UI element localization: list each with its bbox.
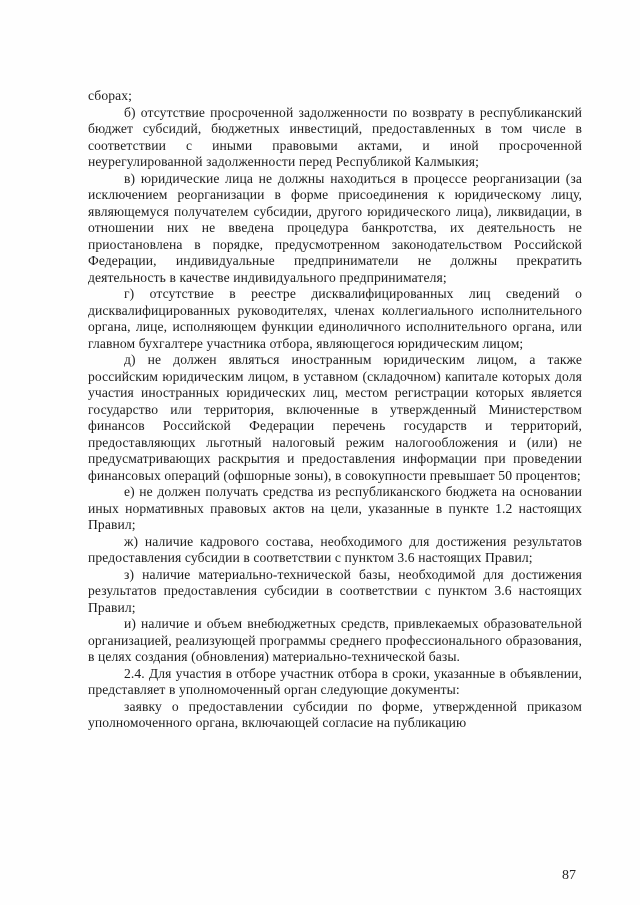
paragraph-application: заявку о предоставлении субсидии по форме, утвержденной приказом уполномоченного органа, включающей согласие на публикацию (88, 698, 582, 730)
paragraph-item-zh: ж) наличие кадрового состава, необходимого для достижения результатов предоставления субсидии в соответствии с пунктом 3.6 настоящих Правил; (88, 533, 582, 565)
paragraph-item-i: и) наличие и объем внебюджетных средств, привлекаемых образовательной организацией, реализующей программы среднего профессионального образования, в целях создания (обновления) материально-технической базы. (88, 616, 582, 664)
paragraph-item-g: г) отсутствие в реестре дисквалифицированных лиц сведений о дисквалифицированных руководителях, членах коллегиального исполнительного органа, лице, исполняющем функции единоличного исполнительного органа, или главном бухгалтере участника отбора, являющегося юридическим лицом; (88, 286, 582, 351)
body-text (88, 88, 582, 732)
page-number: 87 (562, 868, 576, 883)
paragraph-item-d: д) не должен являться иностранным юридическим лицом, а также российским юридическим лицом, в уставном (складочном) капитале которых доля участия иностранных юридических лиц, местом регистрации которых является государство или территория, включенные в утвержденный Министерством финансов Российской Федерации перечень государств и территорий, предоставляющих льготный налоговый режим налогообложения и (или) не предусматривающих раскрытия и предоставления информации при проведении финансовых операций (офшорные зоны), в совокупности превышает 50 процентов; (88, 352, 582, 483)
paragraph-item-v: в) юридические лица не должны находиться в процессе реорганизации (за исключением реорганизации в форме присоединения к юридическому лицу, являющемуся получателем субсидии, другого юридического лица), ликвидации, в отношении них не введена процедура банкротства, их деятельность не приостановлена в порядке, предусмотренном законодательством Российской Федерации, индивидуальные предприниматели не должны прекратить деятельность в качестве индивидуального предпринимателя; (88, 170, 582, 285)
paragraph-continuation: сборах; (88, 88, 133, 103)
paragraph-2-4: 2.4. Для участия в отборе участник отбора в сроки, указанные в объявлении, представляет в уполномоченный орган следующие документы: (88, 665, 582, 697)
paragraph-item-z: з) наличие материально-технической базы, необходимой для достижения результатов предоставления субсидии в соответствии с пунктом 3.6 настоящих Правил; (88, 566, 582, 615)
paragraph-item-e: е) не должен получать средства из республиканского бюджета на основании иных нормативных правовых актов на цели, указанные в пункте 1.2 настоящих Правил; (88, 484, 582, 532)
paragraph-item-b: б) отсутствие просроченной задолженности по возврату в республиканский бюджет субсидий, бюджетных инвестиций, предоставленных в том числе в соответствии с иными правовыми актами, и иной просроченной неурегулированной задолженности перед Республикой Калмыкия; (88, 104, 582, 169)
